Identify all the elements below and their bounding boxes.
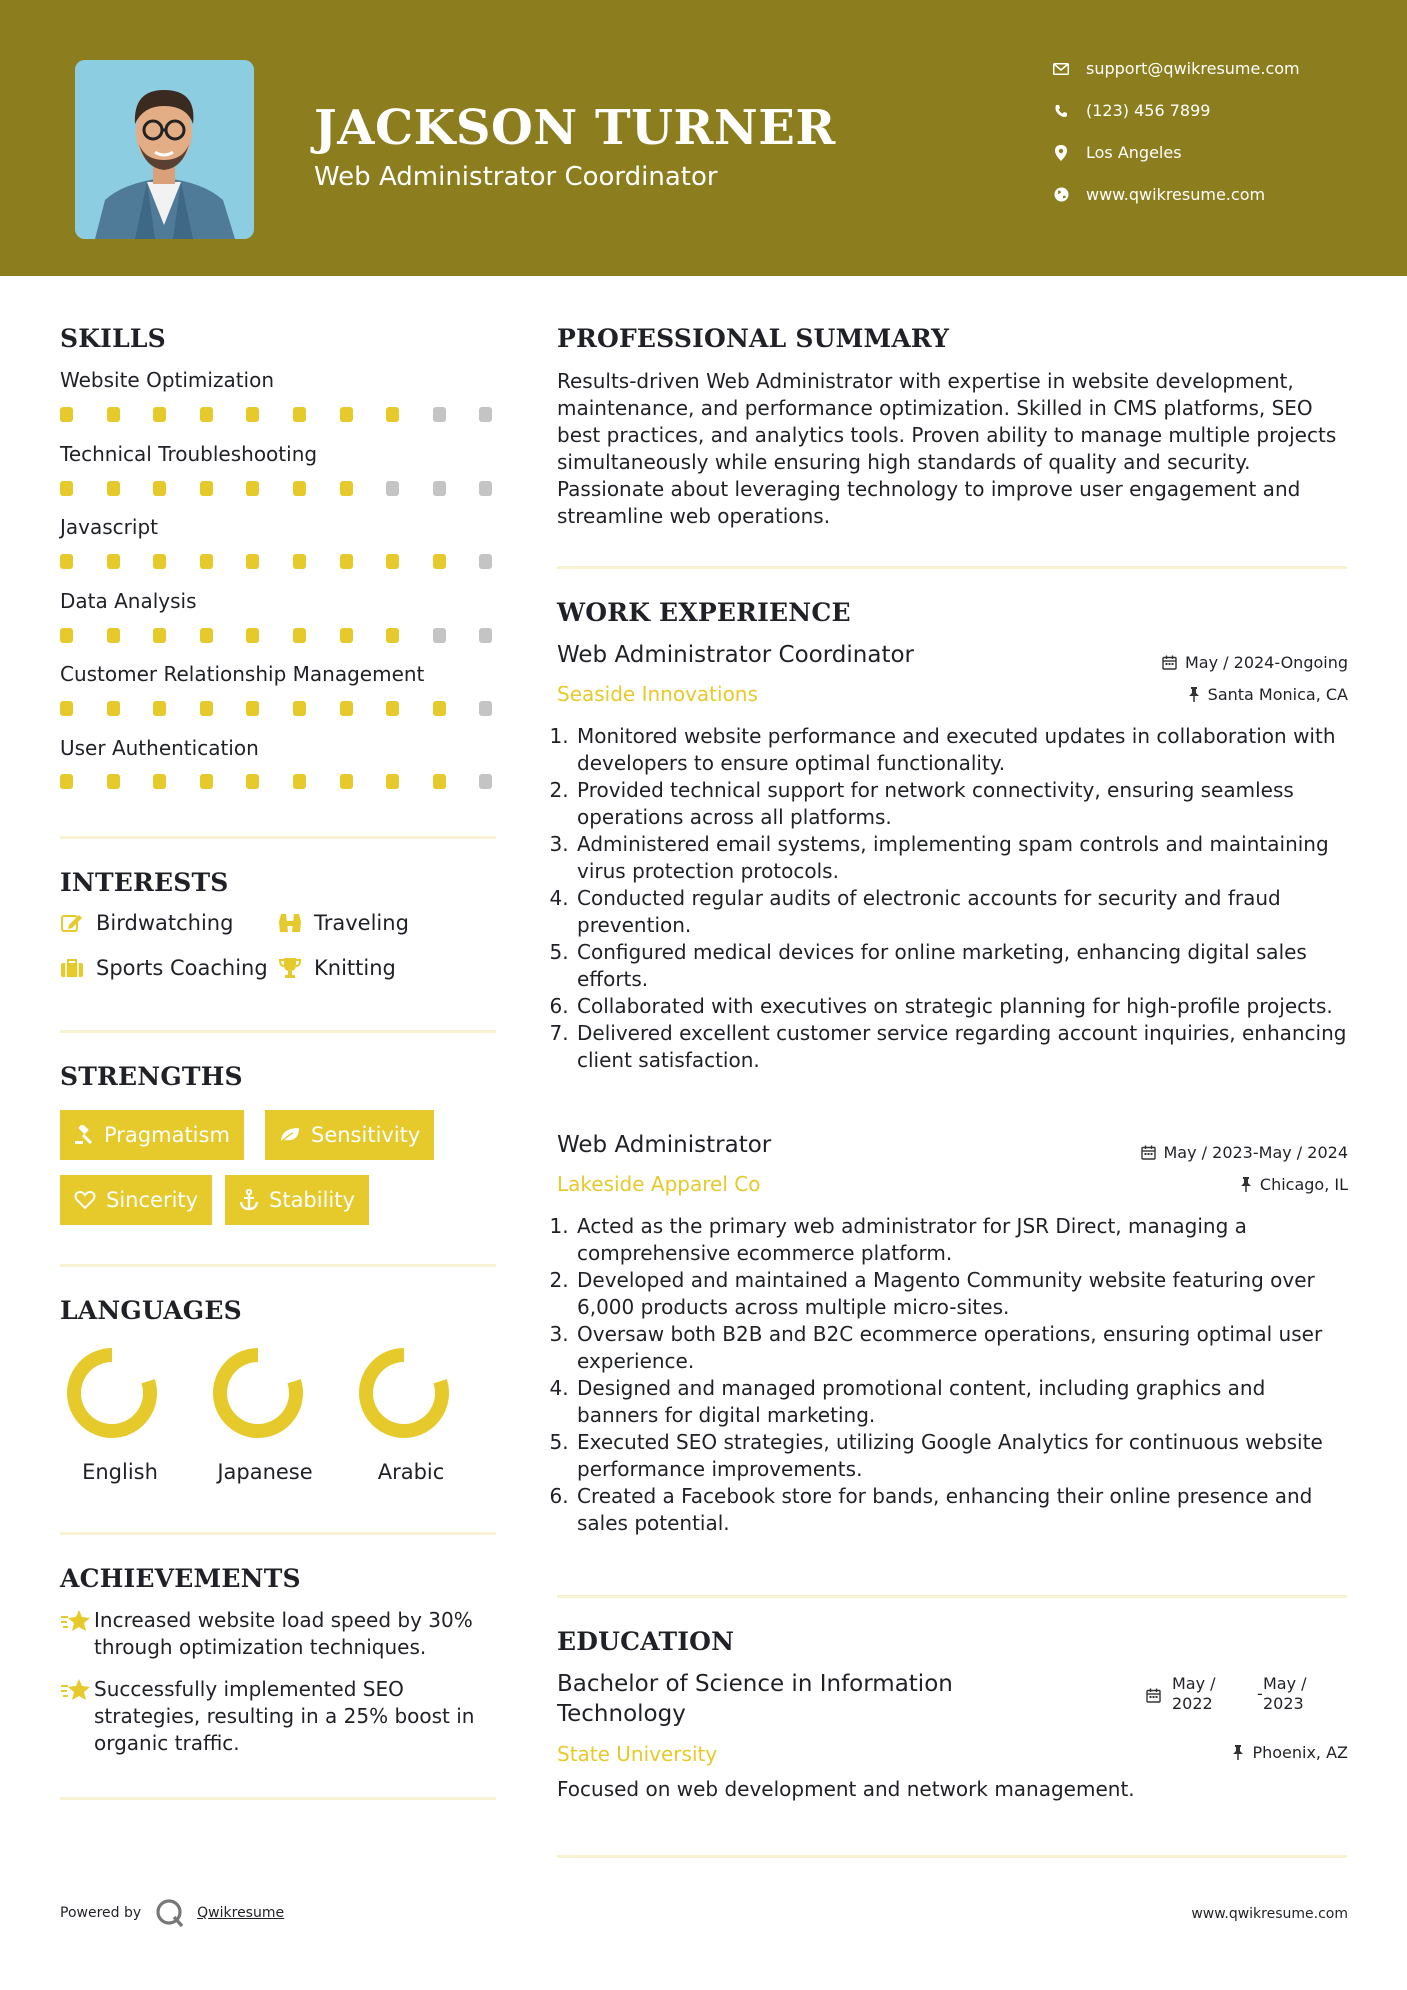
education-heading: EDUCATION [557, 1627, 735, 1656]
section-divider [557, 566, 1347, 569]
company-name: Lakeside Apparel Co [557, 1172, 761, 1196]
binoculars-icon [278, 911, 302, 935]
contact-location: Los Angeles [1052, 143, 1182, 162]
skill-dot-filled [153, 774, 166, 789]
skill-dot-filled [153, 701, 166, 716]
list-item: 7. Delivered excellent customer service regarding account inquiries, enhancing client satisfaction. [575, 1020, 1347, 1074]
section-divider [60, 1532, 496, 1535]
education-date-separator: - [1257, 1684, 1263, 1703]
section-divider [60, 1030, 496, 1033]
language-level-ring [66, 1347, 158, 1439]
degree-line: Bachelor of Science in Information [557, 1671, 953, 1697]
language-level-arc [74, 1355, 150, 1431]
language-name: English [82, 1460, 158, 1484]
section-divider [557, 1595, 1347, 1598]
strength-badge: Pragmatism [60, 1110, 244, 1160]
skill-rating [60, 407, 500, 425]
education-end-date: May / [1263, 1674, 1307, 1693]
footer-url[interactable]: www.qwikresume.com [1191, 1906, 1348, 1922]
header-banner [0, 0, 1407, 276]
skill-dot-filled [293, 774, 306, 789]
list-item: 4. Designed and managed promotional content, including graphics and banners for digital marketing. [575, 1375, 1347, 1429]
qwikresume-logo-icon [155, 1898, 185, 1928]
skill-dot-filled [200, 481, 213, 496]
skill-dot-filled [153, 407, 166, 422]
anchor-icon [239, 1189, 259, 1211]
list-item: 3. Oversaw both B2B and B2C ecommerce operations, ensuring optimal user experience. [575, 1321, 1347, 1375]
skill-dot-filled [153, 554, 166, 569]
job-title: Web Administrator Coordinator [557, 642, 915, 668]
gavel-icon [74, 1125, 94, 1145]
pushpin-icon [1232, 1745, 1244, 1760]
skill-name: Javascript [60, 515, 158, 539]
job-title: Web Administrator [557, 1132, 772, 1158]
skill-dot-filled [60, 628, 73, 643]
skill-dot-filled [246, 774, 259, 789]
skill-name: Customer Relationship Management [60, 662, 425, 686]
skill-dot-filled [386, 628, 399, 643]
skill-dot-filled [293, 701, 306, 716]
skill-name: Website Optimization [60, 368, 275, 392]
skill-dot-filled [200, 407, 213, 422]
skill-dot-filled [60, 481, 73, 496]
list-item: 3. Administered email systems, implementing spam controls and maintaining virus protection protocols. [575, 831, 1347, 885]
skill-dot-empty [479, 628, 492, 643]
achievement-item: Increased website load speed by 30% through optimization techniques. [60, 1607, 500, 1661]
calendar-icon [1162, 655, 1177, 670]
leaf-icon [279, 1126, 301, 1144]
job-location: Chicago, IL [1240, 1175, 1348, 1194]
skill-dot-filled [60, 407, 73, 422]
skill-dot-filled [107, 774, 120, 789]
job-date: May / 2024-Ongoing [1162, 653, 1348, 672]
degree-line: Technology [557, 1701, 686, 1727]
skill-dot-filled [433, 701, 446, 716]
trophy-icon [278, 956, 302, 980]
skill-dot-filled [433, 554, 446, 569]
skill-dot-filled [246, 628, 259, 643]
list-item: 2. Developed and maintained a Magento Community website featuring over 6,000 products across multiple micro-sites. [575, 1267, 1347, 1321]
skill-dot-empty [479, 774, 492, 789]
achievement-item: Successfully implemented SEO strategies, resulting in a 25% boost in organic traffic. [60, 1676, 500, 1757]
skill-dot-filled [386, 554, 399, 569]
language-name: Arabic [377, 1460, 445, 1484]
experience-heading: WORK EXPERIENCE [557, 598, 851, 627]
strength-badge: Sensitivity [265, 1110, 434, 1160]
skill-dot-filled [200, 774, 213, 789]
skill-dot-filled [293, 481, 306, 496]
skill-dot-filled [60, 554, 73, 569]
list-item: 1. Monitored website performance and executed updates in collaboration with developers to ensure optimal functionality. [575, 723, 1347, 777]
section-divider [60, 1797, 496, 1800]
pushpin-icon [1240, 1177, 1252, 1192]
skill-dot-filled [107, 481, 120, 496]
job-responsibilities [557, 723, 1347, 1074]
skill-rating [60, 481, 500, 499]
interest-item: Birdwatching [60, 911, 233, 935]
profile-photo [75, 60, 254, 239]
section-divider [60, 836, 496, 839]
skill-dot-filled [340, 774, 353, 789]
skill-dot-filled [340, 407, 353, 422]
skill-dot-filled [246, 407, 259, 422]
qwikresume-link[interactable]: Qwikresume [197, 1905, 285, 1921]
contact-website[interactable]: www.qwikresume.com [1052, 185, 1265, 204]
education-start-year: 2022 [1172, 1694, 1213, 1713]
education-start-date: May / [1172, 1674, 1216, 1693]
skill-dot-empty [479, 701, 492, 716]
skill-dot-filled [107, 628, 120, 643]
skill-rating [60, 701, 500, 719]
skill-dot-filled [60, 701, 73, 716]
education-end-year: 2023 [1263, 1694, 1304, 1713]
skill-name: Technical Troubleshooting [60, 442, 318, 466]
skill-dot-empty [479, 481, 492, 496]
calendar-icon [1141, 1145, 1156, 1160]
education-description: Focused on web development and network management. [557, 1777, 1135, 1801]
pencil-icon [60, 911, 84, 935]
skill-dot-filled [246, 554, 259, 569]
language-level-ring [358, 1347, 450, 1439]
list-item: 6. Collaborated with executives on strategic planning for high-profile projects. [575, 993, 1347, 1020]
skill-dot-filled [246, 481, 259, 496]
section-divider [557, 1855, 1347, 1858]
star-icon [60, 1607, 94, 1661]
list-item: 5. Configured medical devices for online marketing, enhancing digital sales efforts. [575, 939, 1347, 993]
strength-badge: Stability [225, 1175, 369, 1225]
interest-item: Traveling [278, 911, 409, 935]
section-divider [60, 1264, 496, 1267]
company-name: Seaside Innovations [557, 682, 758, 706]
candidate-name: JACKSON TURNER [314, 100, 836, 156]
map-marker-icon [1052, 144, 1070, 162]
skill-dot-filled [60, 774, 73, 789]
briefcase-icon [60, 956, 84, 980]
pushpin-icon [1188, 687, 1200, 702]
skill-dot-filled [340, 481, 353, 496]
contact-phone[interactable]: (123) 456 7899 [1052, 101, 1210, 120]
skill-dot-filled [246, 701, 259, 716]
list-item: 5. Executed SEO strategies, utilizing Google Analytics for continuous website performance improvements. [575, 1429, 1347, 1483]
footer-powered-by: Powered by Qwikresume [60, 1898, 284, 1928]
skill-dot-empty [479, 407, 492, 422]
language-level-arc [366, 1355, 442, 1431]
list-item: 4. Conducted regular audits of electronic accounts for security and fraud prevention. [575, 885, 1347, 939]
skill-dot-filled [386, 774, 399, 789]
skill-dot-filled [153, 481, 166, 496]
language-level-arc [220, 1355, 296, 1431]
calendar-icon [1146, 1688, 1161, 1707]
skill-dot-filled [433, 774, 446, 789]
skill-dot-empty [386, 481, 399, 496]
skill-dot-filled [200, 554, 213, 569]
phone-icon [1052, 102, 1070, 120]
education-location: Phoenix, AZ [1232, 1743, 1348, 1762]
skill-dot-empty [433, 407, 446, 422]
skill-rating [60, 554, 500, 572]
contact-email[interactable]: support@qwikresume.com [1052, 59, 1300, 78]
list-item: 1. Acted as the primary web administrator for JSR Direct, managing a comprehensive ecommerce platform. [575, 1213, 1347, 1267]
skill-rating [60, 774, 500, 792]
interest-item: Knitting [278, 956, 396, 980]
skills-heading: SKILLS [60, 324, 166, 353]
list-item: 2. Provided technical support for network connectivity, ensuring seamless operations across all platforms. [575, 777, 1347, 831]
skill-dot-filled [107, 554, 120, 569]
skill-dot-filled [293, 628, 306, 643]
skill-dot-filled [107, 407, 120, 422]
skill-dot-filled [200, 628, 213, 643]
interest-item: Sports Coaching [60, 956, 268, 980]
summary-text: Results-driven Web Administrator with expertise in website development, maintenance, and performance optimization. Skilled in CMS platforms, SEO best practices, and analytics tools. Proven ability to manage multiple projects simultaneously while ensuring high standards of quality and security. Passionate about leveraging technology to improve user engagement and streamline web operations. [557, 369, 1337, 528]
candidate-title: Web Administrator Coordinator [314, 162, 718, 192]
skill-dot-empty [433, 628, 446, 643]
achievements-heading: ACHIEVEMENTS [60, 1564, 301, 1593]
language-name: Japanese [217, 1460, 313, 1484]
skill-dot-filled [200, 701, 213, 716]
job-date: May / 2023-May / 2024 [1141, 1143, 1349, 1162]
interests-heading: INTERESTS [60, 868, 229, 897]
languages-heading: LANGUAGES [60, 1296, 242, 1325]
skill-rating [60, 628, 500, 646]
language-level-ring [212, 1347, 304, 1439]
star-icon [60, 1676, 94, 1757]
strengths-heading: STRENGTHS [60, 1062, 243, 1091]
heart-icon [74, 1190, 96, 1210]
school-name: State University [557, 1742, 718, 1766]
skill-dot-empty [479, 554, 492, 569]
summary-heading: PROFESSIONAL SUMMARY [557, 324, 950, 353]
skill-dot-filled [340, 554, 353, 569]
job-responsibilities [557, 1213, 1347, 1537]
list-item: 6. Created a Facebook store for bands, enhancing their online presence and sales potential. [575, 1483, 1347, 1537]
skill-dot-empty [433, 481, 446, 496]
skill-dot-filled [340, 628, 353, 643]
skill-dot-filled [107, 701, 120, 716]
job-location: Santa Monica, CA [1188, 685, 1348, 704]
skill-name: Data Analysis [60, 589, 197, 613]
skill-dot-filled [293, 407, 306, 422]
skill-dot-filled [340, 701, 353, 716]
skill-dot-filled [386, 701, 399, 716]
skill-name: User Authentication [60, 736, 259, 760]
strength-badge: Sincerity [60, 1175, 212, 1225]
skill-dot-filled [293, 554, 306, 569]
envelope-icon [1052, 60, 1070, 78]
skill-dot-filled [386, 407, 399, 422]
skill-dot-filled [153, 628, 166, 643]
globe-icon [1052, 186, 1070, 204]
